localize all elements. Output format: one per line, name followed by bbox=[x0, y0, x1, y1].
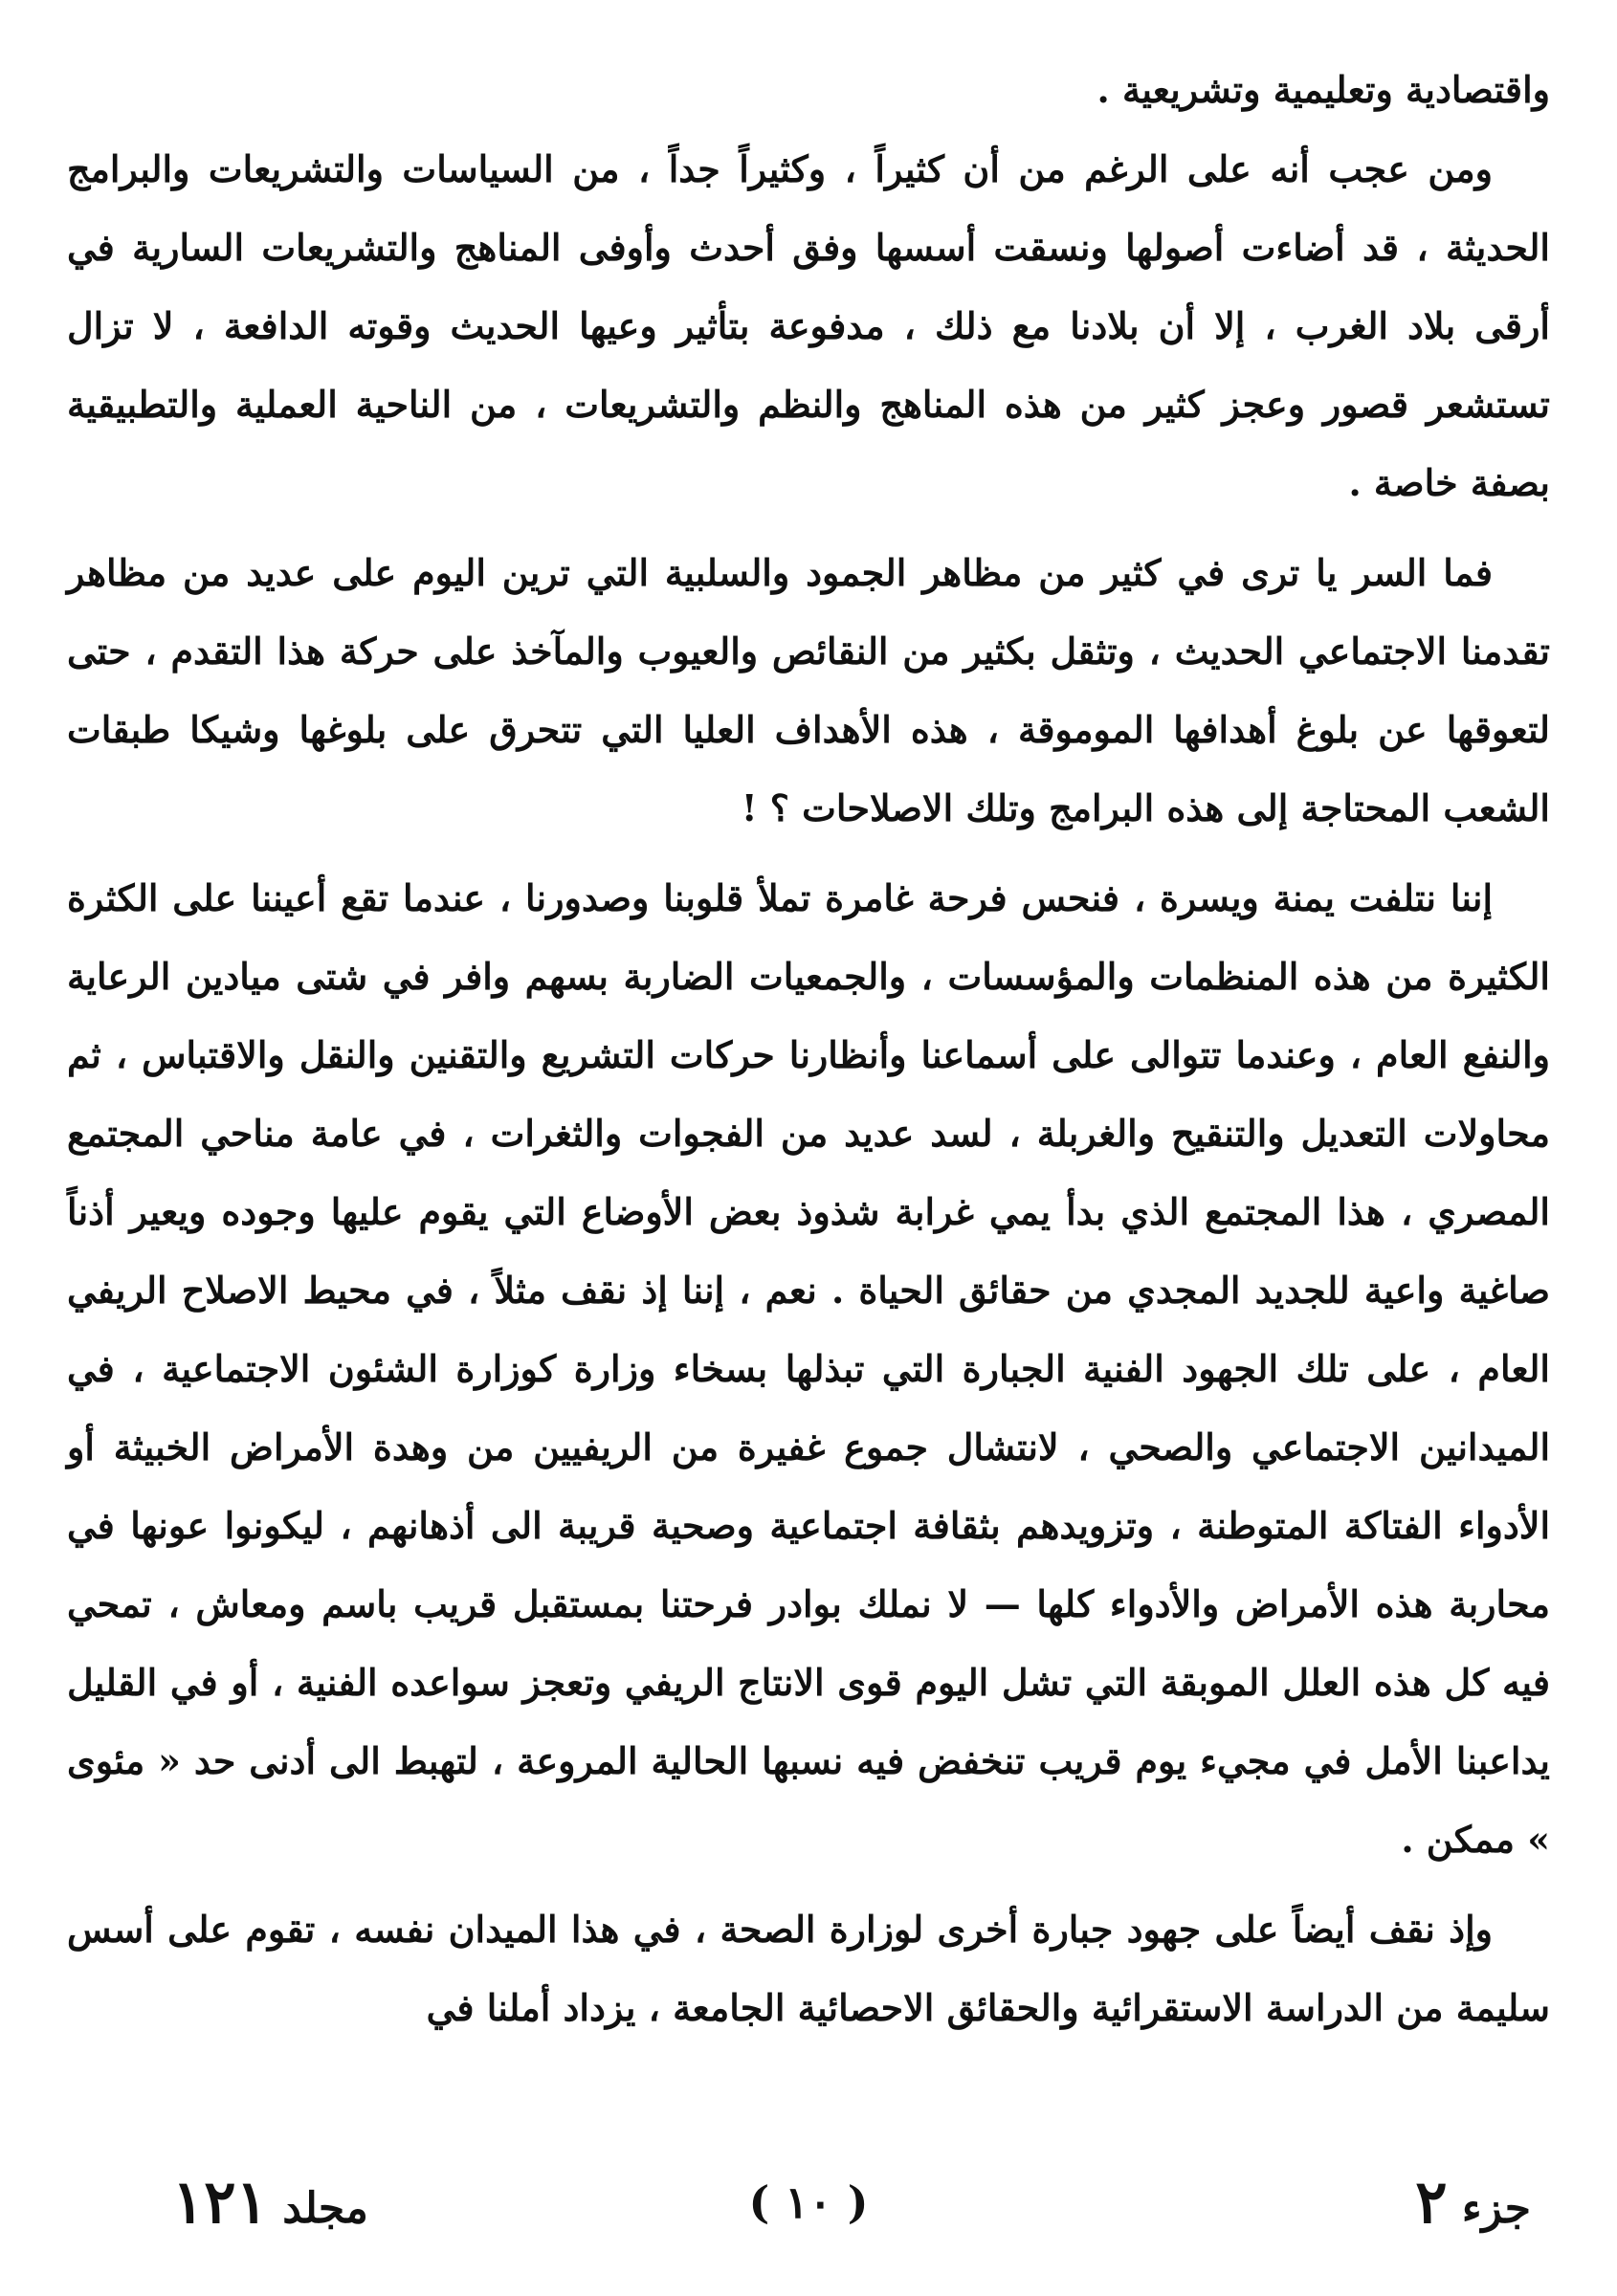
paragraph: وإذ نقف أيضاً على جهود جبارة أخرى لوزارة الصحة ، في هذا الميدان نفسه ، تقوم على أسس سليمة من الدراسة الاستقرائية والحقائق الاحصائية الجامعة ، يزداد أملنا في bbox=[67, 1908, 1550, 2029]
part-indicator bbox=[1415, 2164, 1531, 2247]
paragraph-continuation: واقتصادية وتعليمية وتشريعية . bbox=[1096, 68, 1550, 111]
volume-indicator bbox=[172, 2164, 368, 2247]
page-footer bbox=[67, 2164, 1550, 2241]
part-number: ٢ bbox=[1415, 2167, 1448, 2237]
volume-number: ١٢١ bbox=[172, 2167, 268, 2237]
paragraph: ومن عجب أنه على الرغم من أن كثيراً ، وكثيراً جداً ، من السياسات والتشريعات والبرامج الحديثة ، قد أضاءت أصولها ونسقت أسسها وفق أحدث وأوفى المناهج والتشريعات السارية في أرقى بلاد الغرب ، إلا أن بلادنا مع ذلك ، مدفوعة بتأثير وعيها الحديث وقوته الدافعة ، لا تزال تستشعر قصور وعجز كثير من هذه المناهج والنظم والتشريعات ، من الناحية العملية والتطبيقية بصفة خاصة . bbox=[67, 147, 1550, 504]
body-text bbox=[67, 54, 1550, 2059]
part-label: جزء bbox=[1461, 2184, 1531, 2233]
paragraph: فما السر يا ترى في كثير من مظاهر الجمود والسلبية التي ترين اليوم على عديد من مظاهر تقدمنا الاجتماعي الحديث ، وتثقل بكثير من النقائص والعيوب والمآخذ على حركة هذا التقدم ، حتى لتعوقها عن بلوغ أهدافها الموموقة ، هذه الأهداف العليا التي تتحرق على بلوغها وشيكا طبقات الشعب المحتاجة إلى هذه البرامج وتلك الاصلاحات ؟ ! bbox=[67, 551, 1550, 829]
paragraph: إننا نتلفت يمنة ويسرة ، فنحس فرحة غامرة تملأ قلوبنا وصدورنا ، عندما تقع أعيننا على الكثرة الكثيرة من هذه المنظمات والمؤسسات ، والجمعيات الضاربة بسهم وافر في شتى ميادين الرعاية والنفع العام ، وعندما تتوالى على أسماعنا وأنظارنا حركات التشريع والتقنين والنقل والاقتباس ، ثم محاولات التعديل والتنقيح والغربلة ، لسد عديد من الفجوات والثغرات ، في عامة مناحي المجتمع المصري ، هذا المجتمع الذي بدأ يمي غرابة شذوذ بعض الأوضاع التي يقوم عليها وجوده ويعير أذناً صاغية واعية للجديد المجدي من حقائق الحياة . نعم ، إننا إذ نقف مثلاً ، في محيط الاصلاح الريفي العام ، على تلك الجهود الفنية الجبارة التي تبذلها بسخاء وزارة كوزارة الشئون الاجتماعية ، في الميدانين الاجتماعي والصحي ، لانتشال جموع غفيرة من الريفيين من وهدة الأمراض الخبيثة أو الأدواء الفتاكة المتوطنة ، وتزويدهم بثقافة اجتماعية وصحية قريبة الى أذهانهم ، ليكونوا عونها في محاربة هذه الأمراض والأدواء كلها — لا نملك بوادر فرحتنا بمستقبل قريب باسم ومعاش ، تمحي فيه كل هذه العلل الموبقة التي تشل اليوم قوى الانتاج الريفي وتعجز سواعده الفنية ، أو في القليل يداعبنا الأمل في مجيء يوم قريب تنخفض فيه نسبها الحالية المروعة ، لتهبط الى أدنى حد « مئوى » ممكن . bbox=[67, 876, 1550, 1861]
volume-label: مجلد bbox=[282, 2184, 368, 2233]
page-number: ( ١٠ ) bbox=[748, 2176, 869, 2228]
